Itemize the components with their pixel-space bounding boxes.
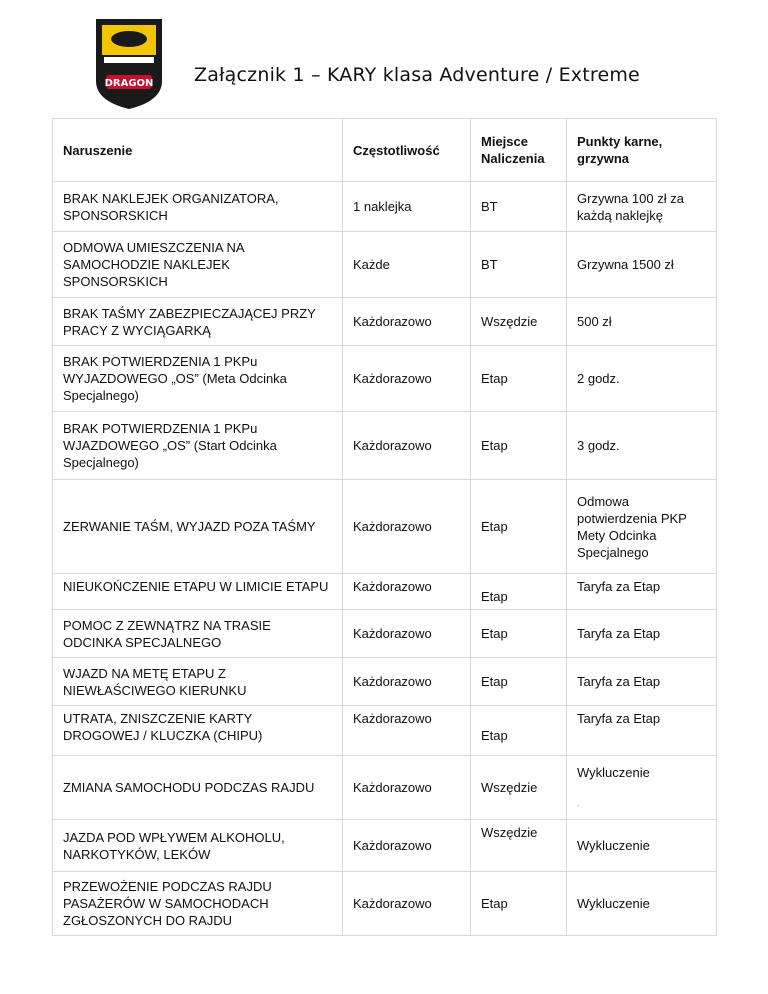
violation-cell: ZERWANIE TAŚM, WYJAZD POZA TAŚMY (53, 480, 343, 574)
place-cell: Etap (471, 346, 567, 412)
violation-cell: BRAK POTWIERDZENIA 1 PKPu WYJAZDOWEGO „OS” (Meta Odcinka Specjalnego) (53, 346, 343, 412)
violation-cell: POMOC Z ZEWNĄTRZ NA TRASIE ODCINKA SPECJALNEGO (53, 610, 343, 658)
penalty-cell: 3 godz. (567, 412, 717, 480)
place-cell: Wszędzie (471, 298, 567, 346)
place-cell: Etap (471, 574, 567, 610)
frequency-cell: Każdorazowo (343, 756, 471, 820)
table-header-row (53, 119, 717, 182)
place-cell: Etap (471, 658, 567, 706)
violation-cell: JAZDA POD WPŁYWEM ALKOHOLU, NARKOTYKÓW, LEKÓW (53, 820, 343, 872)
place-cell: Wszędzie (471, 756, 567, 820)
penalty-cell: 2 godz. (567, 346, 717, 412)
table-row (53, 610, 717, 658)
penalty-text: Wykluczenie (577, 765, 650, 780)
frequency-cell: Każdorazowo (343, 346, 471, 412)
place-cell: BT (471, 232, 567, 298)
penalty-cell: Odmowa potwierdzenia PKP Mety Odcinka Specjalnego (567, 480, 717, 574)
table-row (53, 480, 717, 574)
penalties-table (52, 118, 717, 936)
violation-cell: ODMOWA UMIESZCZENIA NA SAMOCHODZIE NAKLEJEK SPONSORSKICH (53, 232, 343, 298)
frequency-cell: Każde (343, 232, 471, 298)
violation-cell: WJAZD NA METĘ ETAPU Z NIEWŁAŚCIWEGO KIERUNKU (53, 658, 343, 706)
page-title: Załącznik 1 – KARY klasa Adventure / Extreme (194, 64, 640, 86)
penalty-cell: Taryfa za Etap (567, 574, 717, 610)
table-row (53, 232, 717, 298)
table-row (53, 872, 717, 936)
frequency-cell: Każdorazowo (343, 298, 471, 346)
place-cell: Etap (471, 480, 567, 574)
svg-text:DRAGON: DRAGON (104, 78, 154, 89)
table-row (53, 412, 717, 480)
violation-cell: BRAK NAKLEJEK ORGANIZATORA, SPONSORSKICH (53, 182, 343, 232)
frequency-cell: 1 naklejka (343, 182, 471, 232)
place-cell: Wszędzie (471, 820, 567, 872)
frequency-cell: Każdorazowo (343, 480, 471, 574)
table-row (53, 346, 717, 412)
table-row (53, 298, 717, 346)
place-cell: Etap (471, 706, 567, 756)
place-cell: Etap (471, 610, 567, 658)
penalty-cell: Grzywna 1500 zł (567, 232, 717, 298)
violation-cell: NIEUKOŃCZENIE ETAPU W LIMICIE ETAPU (53, 574, 343, 610)
violation-cell: PRZEWOŻENIE PODCZAS RAJDU PASAŻERÓW W SAMOCHODACH ZGŁOSZONYCH DO RAJDU (53, 872, 343, 936)
penalty-cell: Taryfa za Etap (567, 658, 717, 706)
place-cell: Etap (471, 872, 567, 936)
table-row (53, 820, 717, 872)
stray-dot: . (577, 798, 580, 808)
table-row (53, 182, 717, 232)
frequency-cell: Każdorazowo (343, 872, 471, 936)
violation-cell: BRAK POTWIERDZENIA 1 PKPu WJAZDOWEGO „OS” (Start Odcinka Specjalnego) (53, 412, 343, 480)
frequency-cell: Każdorazowo (343, 820, 471, 872)
penalty-cell: Taryfa za Etap (567, 610, 717, 658)
table-row (53, 574, 717, 610)
penalty-cell: Taryfa za Etap (567, 706, 717, 756)
table-row (53, 706, 717, 756)
penalty-cell: 500 zł (567, 298, 717, 346)
frequency-cell: Każdorazowo (343, 706, 471, 756)
table-row (53, 658, 717, 706)
violation-cell: UTRATA, ZNISZCZENIE KARTY DROGOWEJ / KLUCZKA (CHIPU) (53, 706, 343, 756)
column-header-frequency: Częstotliwość (343, 119, 471, 182)
violation-cell: ZMIANA SAMOCHODU PODCZAS RAJDU (53, 756, 343, 820)
dragon-winch-logo (92, 15, 166, 111)
frequency-cell: Każdorazowo (343, 610, 471, 658)
penalty-cell: Wykluczenie (567, 872, 717, 936)
place-cell: Etap (471, 412, 567, 480)
table-row (53, 756, 717, 820)
penalty-cell (567, 756, 717, 820)
column-header-place: Miejsce Naliczenia (471, 119, 567, 182)
place-cell: BT (471, 182, 567, 232)
penalty-cell: Grzywna 100 zł za każdą naklejkę (567, 182, 717, 232)
frequency-cell: Każdorazowo (343, 412, 471, 480)
penalty-cell: Wykluczenie (567, 820, 717, 872)
column-header-violation: Naruszenie (53, 119, 343, 182)
violation-cell: BRAK TAŚMY ZABEZPIECZAJĄCEJ PRZY PRACY Z WYCIĄGARKĄ (53, 298, 343, 346)
column-header-penalty: Punkty karne, grzywna (567, 119, 717, 182)
frequency-cell: Każdorazowo (343, 574, 471, 610)
frequency-cell: Każdorazowo (343, 658, 471, 706)
